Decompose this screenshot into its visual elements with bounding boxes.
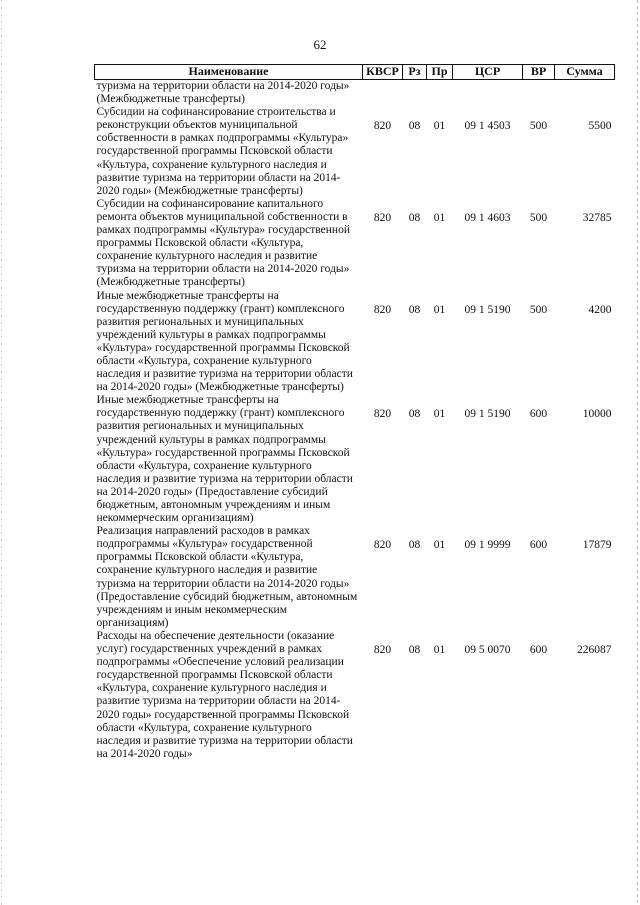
row-pr: 01 [433,539,446,552]
table-header [95,65,615,80]
row-kvsr: 820 [373,303,392,316]
header-kvsr: КВСР [363,65,403,80]
table-row [95,630,615,761]
row-sum: 10000 [582,408,612,421]
row-rz: 08 [408,643,421,656]
header-vr: ВР [523,65,555,80]
row-csr: 09 1 4503 [464,120,511,133]
table-row [95,106,615,198]
row-csr: 09 5 0070 [464,643,511,656]
row-pr: 01 [433,211,446,224]
row-rz: 08 [408,408,421,421]
row-name: Субсидии на софинансирование капитального ремонта объектов муниципальной собственности в рамках подпрограммы «Культура» государственной программы Псковской области «Культура, сохранение культурного наследия и развитие туризма на территории области на 2014-2020 годы» (Межбюджетные трансферты) [96,197,350,289]
continuation-text: туризма на территории области на 2014-2020 годы» (Межбюджетные трансферты) [96,80,350,106]
table-row [95,198,615,290]
row-rz: 08 [408,303,421,316]
header-name: Наименование [95,65,363,80]
row-pr: 01 [433,303,446,316]
page-number: 62 [313,37,327,52]
row-name: Субсидии на софинансирование строительства и реконструкции объектов муниципальной собственности в рамках подпрограммы «Культура» государственной программы Псковской области «Культура, сохранение культурного наследия и развитие туризма на территории области на 2014-2020 годы» (Межбюджетные трансферты) [96,106,349,197]
row-vr: 600 [529,643,548,656]
row-sum: 17879 [582,539,612,552]
scan-edge-left [1,0,2,905]
row-rz: 08 [408,539,421,552]
row-sum: 4200 [588,303,612,316]
row-sum: 226087 [577,643,612,656]
row-rz: 08 [408,120,421,133]
table-row [95,525,615,630]
row-kvsr: 820 [373,211,392,224]
row-vr: 600 [529,539,548,552]
row-csr: 09 1 9999 [464,539,511,552]
row-rz: 08 [408,211,421,224]
row-pr: 01 [433,643,446,656]
scan-edge-right [637,0,638,905]
row-kvsr: 820 [373,120,392,133]
row-name: Реализация направлений расходов в рамках подпрограммы «Культура» государственной программы Псковской области «Культура, сохранение культурного наследия и развитие туризма на территории области на 2014-2020 годы» (Предоставление субсидий бюджетным, автономным учреждениям и иным некоммерческим организациям) [96,525,358,629]
row-csr: 09 1 5190 [464,303,511,316]
row-name: Иные межбюджетные трансферты на государственную поддержку (грант) комплексного развития региональных и муниципальных учреждений культуры в рамках подпрограммы «Культура» государственной программы Псковской области «Культура, сохранение культурного наследия и развитие туризма на территории области на 2014-2020 годы» (Предоставление субсидий бюджетным, автономным учреждениям и иным некоммерческим организациям) [96,394,353,525]
row-pr: 01 [433,408,446,421]
header-rz: Рз [403,65,427,80]
row-kvsr: 820 [373,408,392,421]
table-row [95,290,615,395]
row-vr: 500 [529,120,548,133]
header-sum: Сумма [555,65,615,80]
row-pr: 01 [433,120,446,133]
row-sum: 32785 [582,211,612,224]
header-pr: Пр [427,65,453,80]
row-vr: 500 [529,303,548,316]
table-row [95,394,615,525]
row-kvsr: 820 [373,643,392,656]
header-csr: ЦСР [453,65,523,80]
table-row-continuation [95,80,615,107]
budget-table [94,64,615,761]
row-sum: 5500 [588,120,612,133]
row-name: Иные межбюджетные трансферты на государственную поддержку (грант) комплексного развития региональных и муниципальных учреждений культуры в рамках подпрограммы «Культура» государственной программы Псковской области «Культура, сохранение культурного наследия и развитие туризма на территории области на 2014-2020 годы» (Межбюджетные трансферты) [96,289,353,394]
row-name: Расходы на обеспечение деятельности (оказание услуг) государственных учреждений в рамках подпрограммы «Обеспечение условий реализации государственной программы Псковской области «Культура, сохранение культурного наследия и развитие туризма на территории области на 2014-2020 годы» государственной программы Псковской области «Культура, сохранение культурного наследия и развитие туризма на территории области на 2014-2020 годы» [96,629,353,760]
row-csr: 09 1 4603 [464,211,511,224]
row-vr: 600 [529,408,548,421]
row-csr: 09 1 5190 [464,408,511,421]
row-kvsr: 820 [373,539,392,552]
row-vr: 500 [529,211,548,224]
